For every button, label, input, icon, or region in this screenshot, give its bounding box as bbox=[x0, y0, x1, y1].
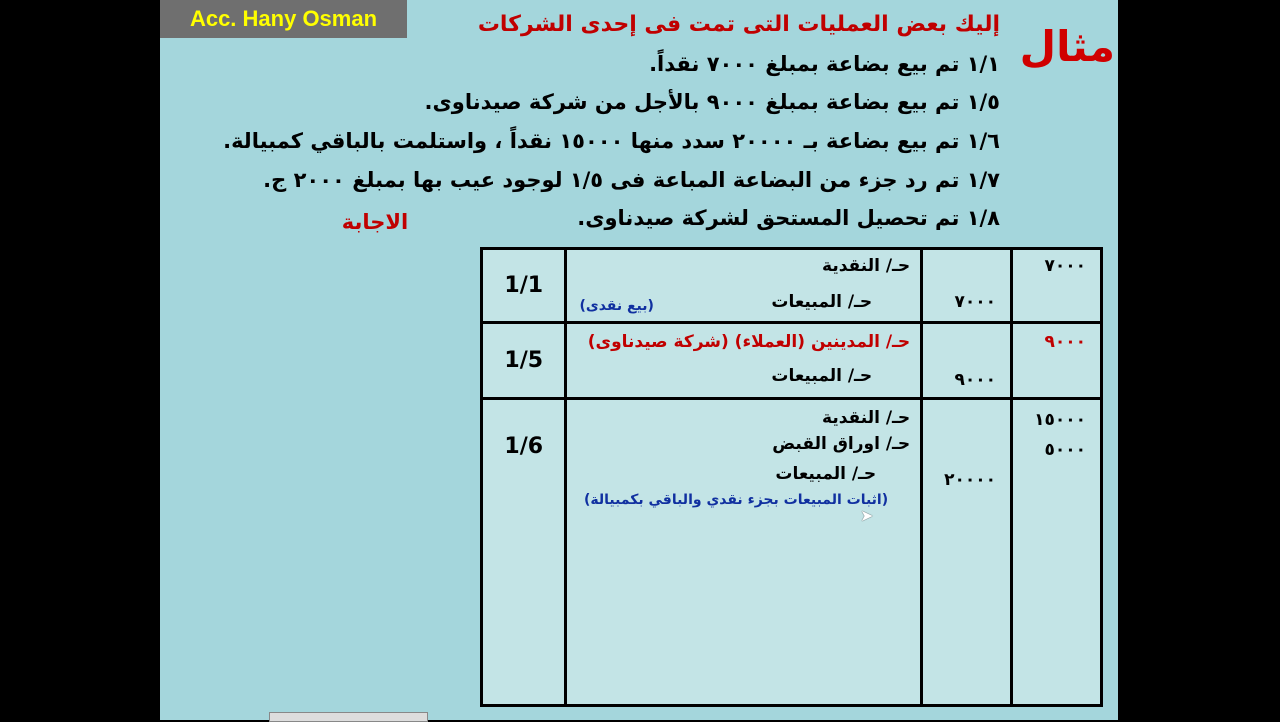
brand-label: Acc. Hany Osman bbox=[160, 0, 407, 38]
entry-description bbox=[566, 323, 922, 399]
journal-row bbox=[482, 249, 1102, 323]
debit-cell bbox=[1012, 323, 1102, 399]
entry-description bbox=[566, 249, 922, 323]
entry-note: (بيع نقدى) bbox=[579, 298, 654, 314]
credit-amount: ٢٠٠٠٠ bbox=[944, 470, 997, 490]
entry-description bbox=[566, 399, 922, 706]
journal-table bbox=[480, 247, 1103, 707]
credit-cell bbox=[922, 323, 1012, 399]
journal-row bbox=[482, 399, 1102, 706]
debit-amount: ١٥٠٠٠ bbox=[1034, 410, 1086, 430]
answer-label: الاجابة bbox=[341, 210, 409, 234]
debit-amount: ٩٠٠٠ bbox=[1044, 332, 1086, 352]
mouse-pointer-icon: ➤ bbox=[860, 506, 874, 525]
credit-amount: ٧٠٠٠ bbox=[954, 292, 997, 312]
journal-row bbox=[482, 323, 1102, 399]
entry-date: 1/6 bbox=[482, 399, 566, 706]
transaction-line: ١/٥ تم بيع بضاعة بمبلغ ٩٠٠٠ بالأجل من شركة صيدناوى. bbox=[424, 90, 1000, 114]
intro-text: إليك بعض العمليات التى تمت فى إحدى الشركات bbox=[477, 12, 1000, 37]
debit-account: حـ/ النقدية bbox=[822, 408, 911, 428]
debit-amount: ٥٠٠٠ bbox=[1044, 440, 1086, 460]
transaction-line: ١/١ تم بيع بضاعة بمبلغ ٧٠٠٠ نقداً. bbox=[649, 52, 1000, 76]
transaction-line: ١/٧ تم رد جزء من البضاعة المباعة فى ١/٥ لوجود عيب بها بمبلغ ٢٠٠٠ ج. bbox=[263, 168, 1000, 192]
debit-account: حـ/ المدينين (العملاء) (شركة صيدناوى) bbox=[587, 332, 911, 352]
entry-date: 1/1 bbox=[482, 249, 566, 323]
debit-amount: ٧٠٠٠ bbox=[1044, 256, 1086, 276]
transaction-line: ١/٦ تم بيع بضاعة بـ ٢٠٠٠٠ سدد منها ١٥٠٠٠ نقداً ، واستلمت بالباقي كمبيالة. bbox=[223, 129, 1000, 153]
credit-account: حـ/ المبيعات bbox=[775, 464, 877, 484]
entry-note: (اثبات المبيعات بجزء نقدي والباقي بكمبيالة) bbox=[584, 492, 889, 508]
entry-date: 1/5 bbox=[482, 323, 566, 399]
debit-cell bbox=[1012, 399, 1102, 706]
credit-cell bbox=[922, 249, 1012, 323]
credit-cell bbox=[922, 399, 1012, 706]
transaction-line: ١/٨ تم تحصيل المستحق لشركة صيدناوى. bbox=[577, 206, 1000, 230]
credit-account: حـ/ المبيعات bbox=[771, 366, 873, 386]
taskbar-thumbnail[interactable] bbox=[269, 712, 428, 722]
debit-cell bbox=[1012, 249, 1102, 323]
credit-amount: ٩٠٠٠ bbox=[954, 370, 997, 390]
debit-account: حـ/ النقدية bbox=[822, 256, 911, 276]
credit-account: حـ/ المبيعات bbox=[771, 292, 873, 312]
slide-title: مثال bbox=[1019, 22, 1115, 71]
debit-account: حـ/ اوراق القبض bbox=[772, 434, 911, 454]
